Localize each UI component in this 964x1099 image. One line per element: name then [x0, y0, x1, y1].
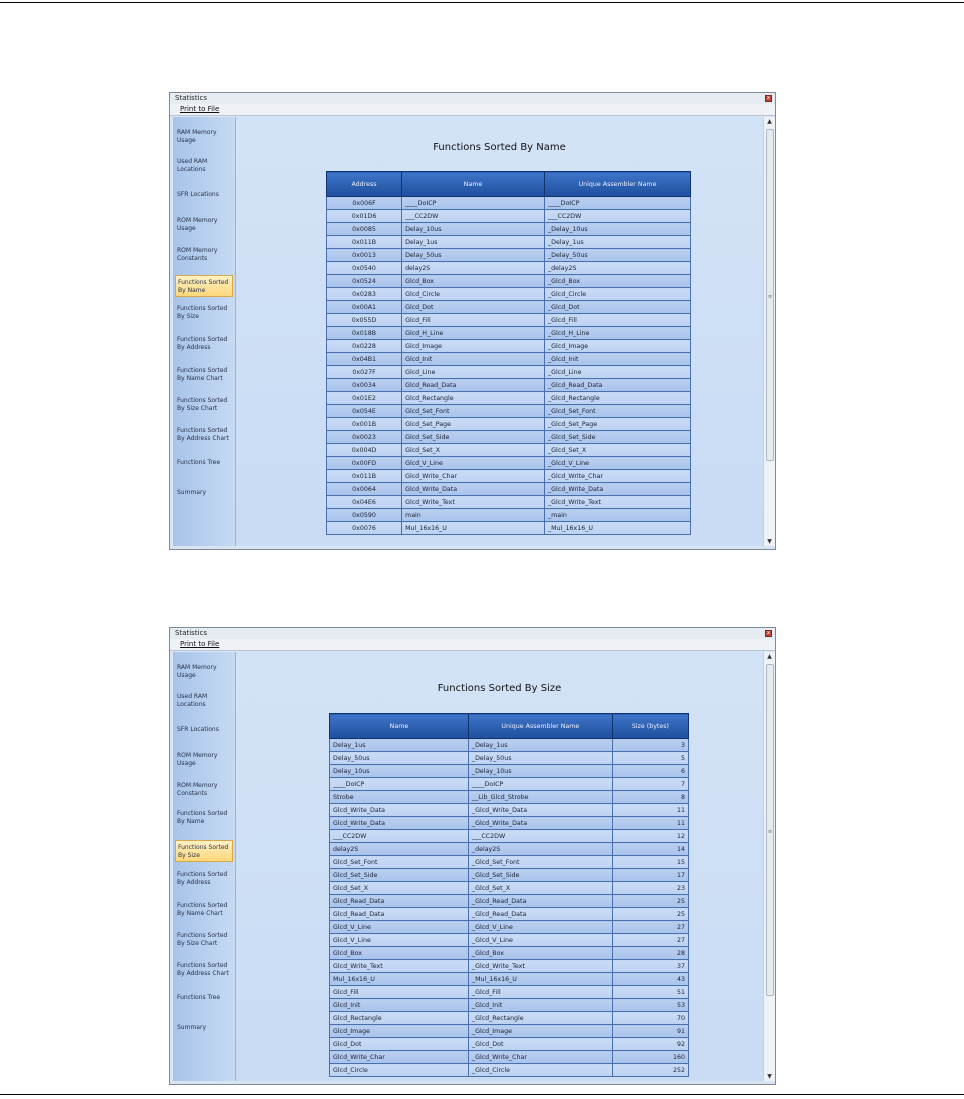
table-cell: _Glcd_Write_Text — [545, 496, 691, 509]
table-cell: _Glcd_Read_Data — [545, 379, 691, 392]
report-heading: Functions Sorted By Name — [433, 142, 566, 153]
sidebar-item[interactable]: ROM Memory Constants — [177, 782, 218, 797]
table-cell: ___CC2DW — [545, 210, 691, 223]
table-cell: Glcd_Write_Data — [402, 483, 545, 496]
sidebar-item[interactable]: Used RAM Locations — [177, 693, 208, 708]
table-row[interactable] — [330, 830, 689, 843]
table-row[interactable] — [330, 882, 689, 895]
table-cell: 0x004D — [327, 444, 402, 457]
table-row[interactable] — [330, 1064, 689, 1077]
table-cell: _Glcd_Fill — [468, 986, 612, 999]
table-cell: 3 — [612, 739, 688, 752]
table-cell: _Glcd_Set_X — [468, 882, 612, 895]
table-cell: 0x055D — [327, 314, 402, 327]
table-cell: _Glcd_Rectangle — [545, 392, 691, 405]
table-row[interactable] — [330, 1051, 689, 1064]
table-cell: Mul_16x16_U — [402, 522, 545, 535]
page-top-rule — [0, 2, 964, 3]
sidebar-item[interactable]: Functions Sorted By Name — [175, 275, 233, 297]
table-cell: main — [402, 509, 545, 522]
table-row[interactable] — [327, 262, 691, 275]
table-row[interactable] — [330, 791, 689, 804]
table-cell: 43 — [612, 973, 688, 986]
table-cell: _Glcd_Set_Side — [545, 431, 691, 444]
table-row[interactable] — [330, 908, 689, 921]
menu-print-to-file[interactable]: Print to File — [180, 640, 220, 648]
table-cell: Glcd_Dot — [330, 1038, 469, 1051]
table-row[interactable] — [330, 843, 689, 856]
table-cell: ___CC2DW — [402, 210, 545, 223]
table-cell: _Glcd_V_Line — [545, 457, 691, 470]
sidebar-item[interactable]: SFR Locations — [177, 726, 219, 733]
table-cell: Glcd_Write_Char — [402, 470, 545, 483]
table-row[interactable] — [327, 496, 691, 509]
table-cell: _Glcd_Read_Data — [468, 895, 612, 908]
table-row[interactable] — [330, 895, 689, 908]
table-cell: Glcd_Write_Data — [330, 804, 469, 817]
table-cell: _Delay_1us — [468, 739, 612, 752]
table-cell: Glcd_Set_Font — [330, 856, 469, 869]
table-cell: _Mul_16x16_U — [545, 522, 691, 535]
sidebar-item[interactable]: Functions Sorted By Name — [177, 810, 228, 825]
table-cell: Glcd_Set_Side — [330, 869, 469, 882]
col-header-name[interactable]: Name — [330, 714, 469, 739]
statistics-sidebar — [173, 117, 236, 546]
table-cell: Delay_10us — [402, 223, 545, 236]
table-cell: 51 — [612, 986, 688, 999]
table-row[interactable] — [330, 1038, 689, 1051]
close-icon[interactable]: x — [765, 95, 772, 102]
scroll-up-icon[interactable]: ▲ — [767, 118, 772, 125]
table-row[interactable] — [327, 340, 691, 353]
table-cell: 0x006F — [327, 197, 402, 210]
table-cell: 0x054E — [327, 405, 402, 418]
table-cell: 27 — [612, 934, 688, 947]
table-row[interactable] — [330, 1012, 689, 1025]
table-cell: 0x0085 — [327, 223, 402, 236]
table-cell: _main — [545, 509, 691, 522]
table-cell: Strobe — [330, 791, 469, 804]
table-cell: 0x00FD — [327, 457, 402, 470]
table-row[interactable] — [327, 314, 691, 327]
table-cell: _delay2S — [468, 843, 612, 856]
table-cell: 0x0283 — [327, 288, 402, 301]
table-row[interactable] — [330, 960, 689, 973]
table-row[interactable] — [327, 366, 691, 379]
table-cell: Glcd_H_Line — [402, 327, 545, 340]
col-header-unique-name[interactable]: Unique Assembler Name — [545, 172, 691, 197]
sidebar-item[interactable]: SFR Locations — [177, 191, 219, 198]
table-cell: Glcd_Set_Side — [402, 431, 545, 444]
table-row[interactable] — [330, 752, 689, 765]
table-cell: 37 — [612, 960, 688, 973]
table-cell: ____DoICP — [330, 778, 469, 791]
table-cell: 160 — [612, 1051, 688, 1064]
table-row[interactable] — [327, 327, 691, 340]
sidebar-item[interactable]: Functions Tree — [177, 994, 221, 1001]
table-row[interactable] — [327, 444, 691, 457]
table-cell: ____DoICP — [468, 778, 612, 791]
sidebar-item[interactable]: Functions Sorted By Size Chart — [177, 932, 228, 947]
table-cell: 11 — [612, 804, 688, 817]
table-cell: Glcd_Line — [402, 366, 545, 379]
table-cell: _Glcd_Circle — [545, 288, 691, 301]
col-header-address[interactable]: Address — [327, 172, 402, 197]
table-cell: 0x0228 — [327, 340, 402, 353]
table-cell: Glcd_Write_Char — [330, 1051, 469, 1064]
table-cell: 0x0064 — [327, 483, 402, 496]
table-row[interactable] — [327, 392, 691, 405]
table-row[interactable] — [327, 470, 691, 483]
table-row[interactable] — [330, 778, 689, 791]
sidebar-item[interactable]: Used RAM Locations — [177, 158, 208, 173]
table-cell: ____DoICP — [402, 197, 545, 210]
table-cell: 0x018B — [327, 327, 402, 340]
table-row[interactable] — [330, 973, 689, 986]
table-cell: _Glcd_Init — [468, 999, 612, 1012]
table-cell: Glcd_Write_Data — [330, 817, 469, 830]
table-cell: _Glcd_Dot — [545, 301, 691, 314]
table-row[interactable] — [330, 999, 689, 1012]
table-row[interactable] — [327, 379, 691, 392]
sidebar-item[interactable]: Functions Sorted By Address Chart — [177, 427, 229, 442]
table-cell: Glcd_Set_X — [330, 882, 469, 895]
table-row[interactable] — [327, 509, 691, 522]
table-cell: _Delay_10us — [468, 765, 612, 778]
sidebar-item[interactable]: Functions Sorted By Size Chart — [177, 397, 228, 412]
vertical-scrollbar[interactable] — [763, 652, 775, 1081]
sidebar-item[interactable]: ROM Memory Constants — [177, 247, 218, 262]
table-row[interactable] — [330, 947, 689, 960]
table-cell: 28 — [612, 947, 688, 960]
table-cell: 5 — [612, 752, 688, 765]
table-cell: Glcd_V_Line — [402, 457, 545, 470]
table-row[interactable] — [327, 236, 691, 249]
table-cell: _Glcd_Image — [545, 340, 691, 353]
table-cell: _Glcd_V_Line — [468, 921, 612, 934]
table-row[interactable] — [330, 986, 689, 999]
table-cell: _Glcd_Fill — [545, 314, 691, 327]
table-cell: _Glcd_H_Line — [545, 327, 691, 340]
table-row[interactable] — [330, 804, 689, 817]
sidebar-item[interactable]: Functions Sorted By Address Chart — [177, 962, 229, 977]
table-row[interactable] — [327, 197, 691, 210]
table-cell: _Delay_10us — [545, 223, 691, 236]
table-cell: 0x027F — [327, 366, 402, 379]
table-cell: Glcd_Circle — [402, 288, 545, 301]
table-cell: Glcd_Read_Data — [402, 379, 545, 392]
table-cell: _Glcd_Set_Font — [468, 856, 612, 869]
table-cell: 0x0590 — [327, 509, 402, 522]
sidebar-item[interactable]: ROM Memory Usage — [177, 217, 218, 232]
close-icon[interactable]: x — [765, 630, 772, 637]
table-cell: 11 — [612, 817, 688, 830]
table-cell: 25 — [612, 908, 688, 921]
menu-bar — [170, 639, 775, 651]
table-cell: _Glcd_Write_Char — [468, 1051, 612, 1064]
table-cell: _Glcd_Image — [468, 1025, 612, 1038]
table-cell: delay2S — [330, 843, 469, 856]
table-cell: Glcd_Rectangle — [330, 1012, 469, 1025]
table-row[interactable] — [330, 856, 689, 869]
menu-print-to-file[interactable]: Print to File — [180, 105, 220, 113]
table-cell: 0x04E6 — [327, 496, 402, 509]
sidebar-item[interactable]: RAM Memory Usage — [177, 129, 217, 144]
table-row[interactable] — [327, 483, 691, 496]
table-cell: ____DoICP — [545, 197, 691, 210]
table-cell: 8 — [612, 791, 688, 804]
sidebar-item[interactable]: Summary — [177, 489, 206, 496]
window-title: Statistics — [170, 628, 775, 639]
table-cell: 92 — [612, 1038, 688, 1051]
table-cell: 70 — [612, 1012, 688, 1025]
table-cell: 0x01D6 — [327, 210, 402, 223]
table-cell: Glcd_Read_Data — [330, 908, 469, 921]
table-cell: Glcd_Init — [402, 353, 545, 366]
table-cell: _Glcd_Write_Text — [468, 960, 612, 973]
table-cell: 14 — [612, 843, 688, 856]
table-cell: _Glcd_Write_Data — [468, 817, 612, 830]
table-cell: delay2S — [402, 262, 545, 275]
sidebar-item[interactable]: Summary — [177, 1024, 206, 1031]
menu-bar — [170, 104, 775, 116]
sidebar-item[interactable]: Functions Sorted By Name Chart — [177, 902, 228, 917]
table-cell: 15 — [612, 856, 688, 869]
sidebar-item[interactable]: RAM Memory Usage — [177, 664, 217, 679]
table-cell: Delay_10us — [330, 765, 469, 778]
functions-table — [326, 171, 691, 535]
table-cell: _Glcd_Set_Page — [545, 418, 691, 431]
table-cell: _Glcd_Line — [545, 366, 691, 379]
table-cell: 12 — [612, 830, 688, 843]
table-row[interactable] — [327, 457, 691, 470]
table-cell: Glcd_V_Line — [330, 934, 469, 947]
report-heading: Functions Sorted By Size — [437, 683, 562, 694]
table-cell: _Glcd_Init — [545, 353, 691, 366]
table-cell: 0x01E2 — [327, 392, 402, 405]
window-title: Statistics — [170, 93, 775, 104]
table-cell: ___CC2DW — [330, 830, 469, 843]
table-cell: Glcd_Init — [330, 999, 469, 1012]
table-cell: 0x0540 — [327, 262, 402, 275]
table-row[interactable] — [327, 353, 691, 366]
table-row[interactable] — [327, 431, 691, 444]
table-cell: ___CC2DW — [468, 830, 612, 843]
table-cell: Delay_50us — [330, 752, 469, 765]
vertical-scrollbar[interactable] — [763, 117, 775, 546]
table-cell: _Glcd_Rectangle — [468, 1012, 612, 1025]
table-cell: Glcd_Set_Font — [402, 405, 545, 418]
statistics-window-by-name — [169, 92, 776, 550]
table-cell: Glcd_Box — [402, 275, 545, 288]
table-row[interactable] — [327, 275, 691, 288]
table-row[interactable] — [327, 210, 691, 223]
table-cell: 6 — [612, 765, 688, 778]
table-cell: Glcd_Image — [402, 340, 545, 353]
table-cell: 7 — [612, 778, 688, 791]
table-cell: 0x00A1 — [327, 301, 402, 314]
table-cell: _Mul_16x16_U — [468, 973, 612, 986]
table-cell: _Glcd_Set_Side — [468, 869, 612, 882]
table-cell: _Delay_1us — [545, 236, 691, 249]
table-cell: 0x0076 — [327, 522, 402, 535]
table-cell: _Delay_50us — [545, 249, 691, 262]
scroll-up-icon[interactable]: ▲ — [767, 653, 772, 660]
table-cell: 0x0013 — [327, 249, 402, 262]
table-cell: Glcd_Fill — [330, 986, 469, 999]
table-cell: Glcd_Write_Text — [330, 960, 469, 973]
sidebar-item[interactable]: Functions Sorted By Size — [175, 840, 233, 862]
table-cell: Glcd_Dot — [402, 301, 545, 314]
table-row[interactable] — [327, 249, 691, 262]
table-cell: Glcd_Image — [330, 1025, 469, 1038]
table-row[interactable] — [327, 522, 691, 535]
scroll-down-icon[interactable]: ▼ — [767, 1073, 772, 1080]
sidebar-item[interactable]: Functions Tree — [177, 459, 221, 466]
sidebar-item[interactable]: Functions Sorted By Size — [177, 305, 228, 320]
table-row[interactable] — [330, 817, 689, 830]
table-cell: Glcd_Set_Page — [402, 418, 545, 431]
statistics-sidebar — [173, 652, 236, 1081]
scroll-down-icon[interactable]: ▼ — [767, 538, 772, 545]
scroll-thumb[interactable]: ≡ — [766, 129, 774, 461]
table-cell: 0x0023 — [327, 431, 402, 444]
table-cell: Delay_50us — [402, 249, 545, 262]
functions-table — [329, 713, 689, 1077]
table-cell: 27 — [612, 921, 688, 934]
table-cell: Mul_16x16_U — [330, 973, 469, 986]
table-cell: _Glcd_Write_Char — [545, 470, 691, 483]
table-cell: 0x0524 — [327, 275, 402, 288]
table-cell: Delay_1us — [402, 236, 545, 249]
table-cell: Glcd_Rectangle — [402, 392, 545, 405]
table-cell: 0x011B — [327, 470, 402, 483]
scroll-thumb[interactable]: ≡ — [766, 664, 774, 996]
table-cell: 0x04B1 — [327, 353, 402, 366]
col-header-name[interactable]: Name — [402, 172, 545, 197]
table-cell: Glcd_Box — [330, 947, 469, 960]
table-cell: Glcd_Circle — [330, 1064, 469, 1077]
table-cell: Glcd_V_Line — [330, 921, 469, 934]
table-cell: 0x011B — [327, 236, 402, 249]
table-row[interactable] — [330, 765, 689, 778]
col-header-size[interactable]: Size (bytes) — [612, 714, 688, 739]
table-cell: _Glcd_Set_Font — [545, 405, 691, 418]
table-cell: _Glcd_Set_X — [545, 444, 691, 457]
table-cell: _delay2S — [545, 262, 691, 275]
table-row[interactable] — [327, 405, 691, 418]
table-row[interactable] — [330, 869, 689, 882]
table-row[interactable] — [327, 288, 691, 301]
table-cell: _Glcd_Write_Data — [468, 804, 612, 817]
table-cell: _Glcd_Write_Data — [545, 483, 691, 496]
table-row[interactable] — [327, 418, 691, 431]
sidebar-item[interactable]: Functions Sorted By Address — [177, 871, 228, 886]
table-cell: Glcd_Read_Data — [330, 895, 469, 908]
table-cell: _Glcd_V_Line — [468, 934, 612, 947]
table-cell: Glcd_Set_X — [402, 444, 545, 457]
table-cell: _Glcd_Dot — [468, 1038, 612, 1051]
sidebar-item[interactable]: Functions Sorted By Address — [177, 336, 228, 351]
table-cell: Glcd_Fill — [402, 314, 545, 327]
sidebar-item[interactable]: ROM Memory Usage — [177, 752, 218, 767]
table-cell: _Glcd_Box — [545, 275, 691, 288]
table-cell: _Glcd_Read_Data — [468, 908, 612, 921]
page-bottom-rule — [0, 1094, 964, 1095]
report-content — [236, 652, 763, 1081]
table-cell: _Glcd_Box — [468, 947, 612, 960]
table-cell: __Lib_Glcd_Strobe — [468, 791, 612, 804]
table-cell: _Delay_50us — [468, 752, 612, 765]
table-cell: Glcd_Write_Text — [402, 496, 545, 509]
table-cell: 25 — [612, 895, 688, 908]
table-row[interactable] — [327, 301, 691, 314]
table-cell: 91 — [612, 1025, 688, 1038]
sidebar-item[interactable]: Functions Sorted By Name Chart — [177, 367, 228, 382]
table-cell: 0x0034 — [327, 379, 402, 392]
col-header-unique-name[interactable]: Unique Assembler Name — [468, 714, 612, 739]
table-cell: 17 — [612, 869, 688, 882]
table-row[interactable] — [330, 1025, 689, 1038]
statistics-window-by-size — [169, 627, 776, 1085]
table-row[interactable] — [330, 934, 689, 947]
table-cell: 53 — [612, 999, 688, 1012]
table-row[interactable] — [330, 921, 689, 934]
table-cell: 0x001B — [327, 418, 402, 431]
table-row[interactable] — [327, 223, 691, 236]
table-cell: 23 — [612, 882, 688, 895]
table-cell: 252 — [612, 1064, 688, 1077]
report-content — [236, 117, 763, 546]
table-cell: Delay_1us — [330, 739, 469, 752]
table-cell: _Glcd_Circle — [468, 1064, 612, 1077]
table-row[interactable] — [330, 739, 689, 752]
